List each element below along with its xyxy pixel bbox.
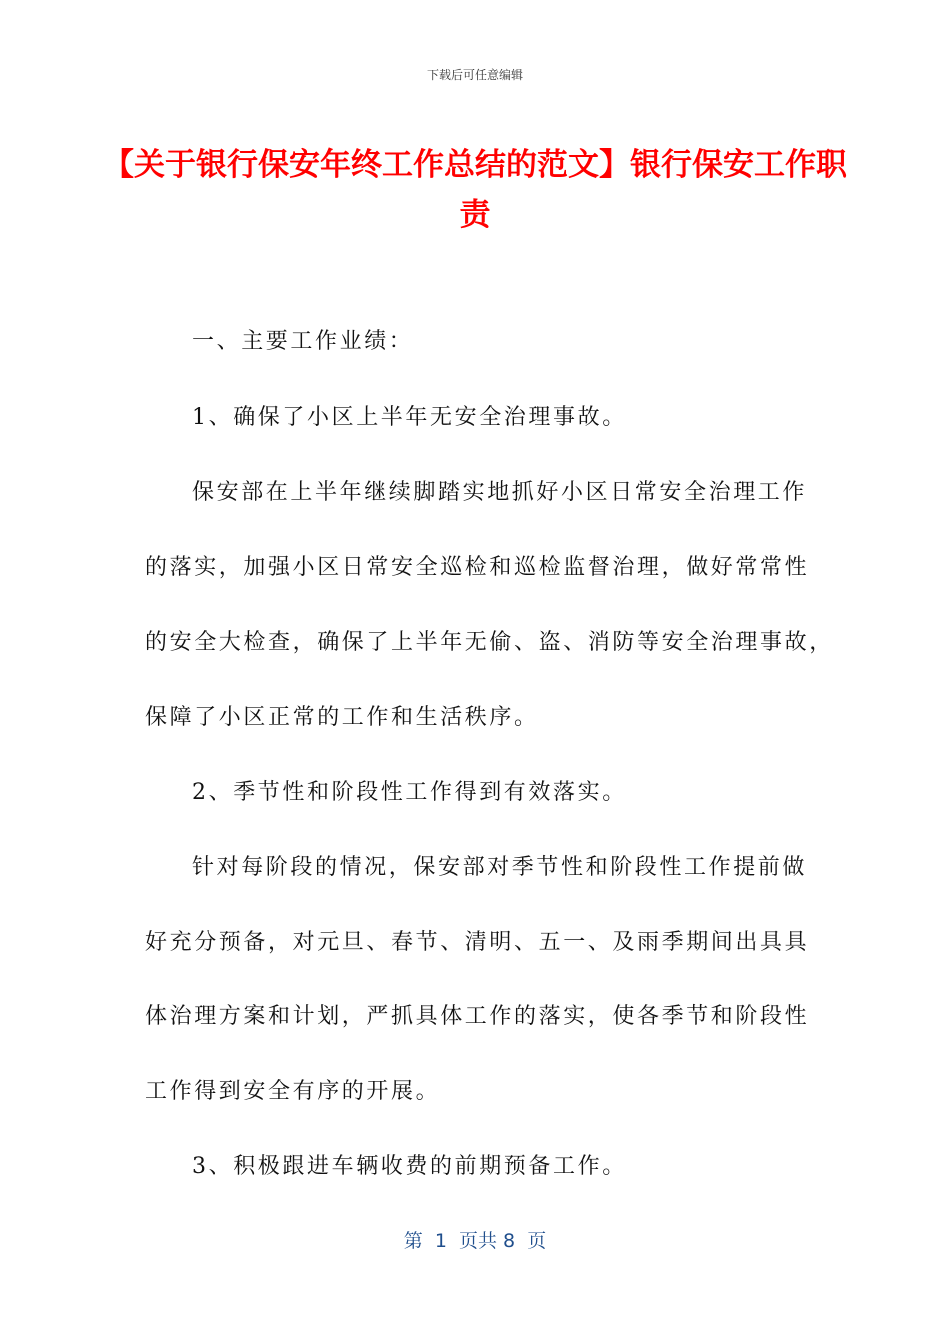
item-heading: 1、确保了小区上半年无安全治理事故。	[192, 405, 627, 430]
section-heading: 一、主要工作业绩：	[192, 329, 414, 354]
paragraph-line: 体治理方案和计划，严抓具体工作的落实，使各季节和阶段性	[145, 1004, 810, 1029]
page-footer: 第 1 页共 8 页	[403, 1230, 547, 1252]
paragraph-line: 的安全大检查，确保了上半年无偷、盗、消防等安全治理事故，	[145, 630, 834, 655]
header-note: 下载后可任意编辑	[426, 68, 523, 82]
paragraph-line: 保安部在上半年继续脚踏实地抓好小区日常安全治理工作	[192, 480, 808, 505]
item-heading: 2、季节性和阶段性工作得到有效落实。	[192, 780, 627, 805]
paragraph-line: 的落实，加强小区日常安全巡检和巡检监督治理，做好常常性	[145, 555, 810, 580]
paragraph-line: 针对每阶段的情况，保安部对季节性和阶段性工作提前做	[192, 855, 808, 880]
item-heading: 3、积极跟进车辆收费的前期预备工作。	[192, 1154, 627, 1179]
paragraph-line: 工作得到安全有序的开展。	[145, 1079, 441, 1104]
paragraph-line: 好充分预备，对元旦、春节、清明、五一、及雨季期间出具具	[145, 930, 810, 955]
document-title: 【关于银行保安年终工作总结的范文】银行保安工作职责	[103, 147, 847, 233]
paragraph-line: 保障了小区正常的工作和生活秩序。	[145, 705, 539, 730]
